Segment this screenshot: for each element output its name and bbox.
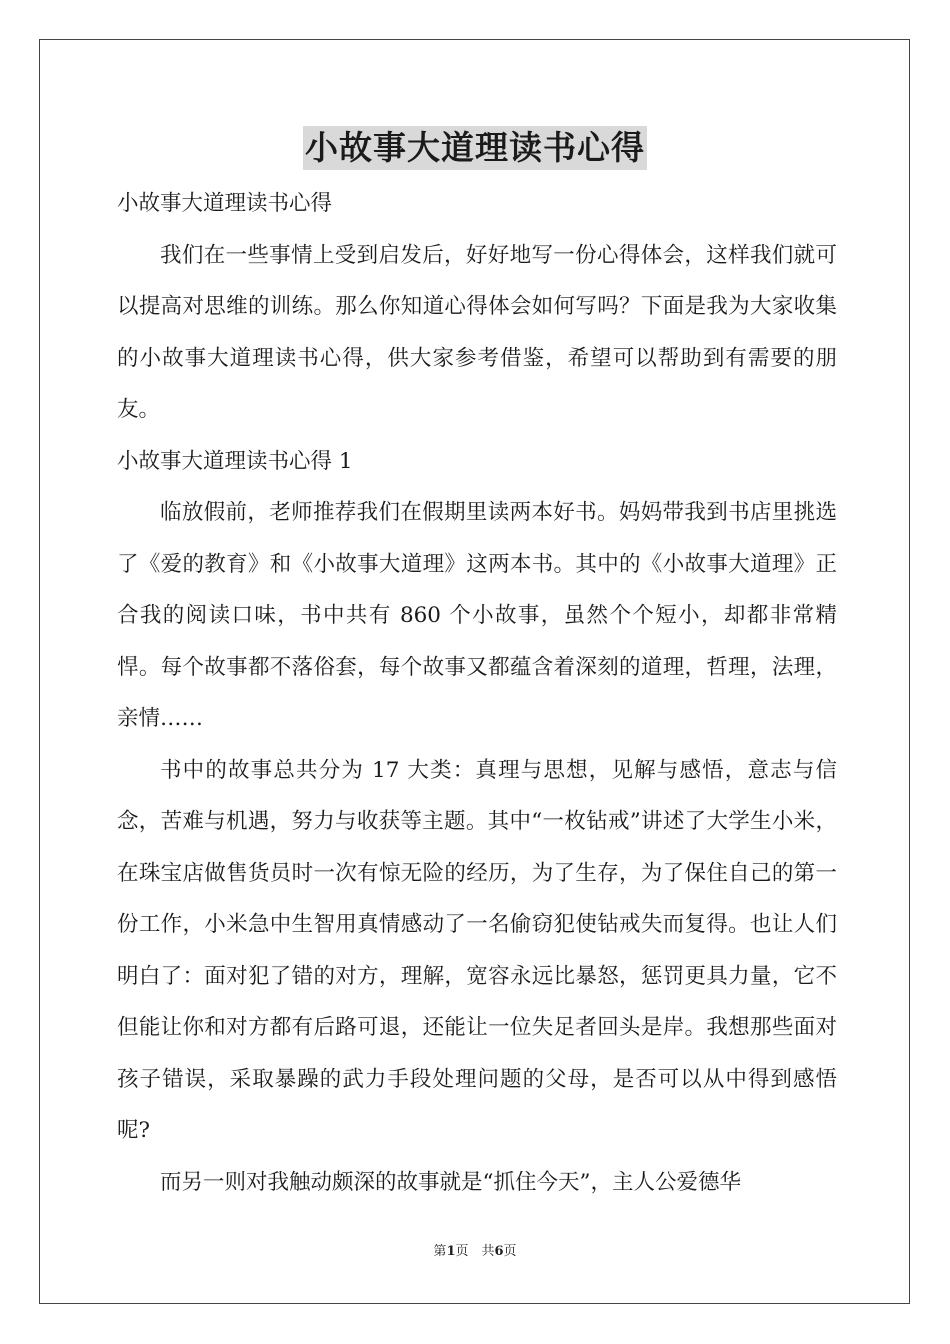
body-paragraph-1: 临放假前，老师推荐我们在假期里读两本好书。妈妈带我到书店里挑选了《爱的教育》和《小故事大道理》这两本书。其中的《小故事大道理》正合我的阅读口味，书中共有 860 个小故事，虽然个个短小，却都非常精悍。每个故事都不落俗套，每个故事又都蕴含着深刻的道理，哲理，法理，亲情…… — [117, 500, 837, 731]
section-heading: 小故事大道理读书心得 1 — [117, 448, 353, 474]
document-body — [117, 178, 837, 1208]
title-container — [0, 126, 950, 170]
intro-paragraph: 我们在一些事情上受到启发后，好好地写一份心得体会，这样我们就可以提高对思维的训练。那么你知道心得体会如何写吗？下面是我为大家收集的小故事大道理读书心得，供大家参考借鉴，希望可以帮助到有需要的朋友。 — [117, 242, 837, 422]
page-mid: 页 共 — [455, 1244, 495, 1259]
page-current: 1 — [446, 1244, 456, 1259]
page-footer — [0, 1240, 950, 1259]
body-paragraph-2: 书中的故事总共分为 17 大类：真理与思想，见解与感悟，意志与信念，苦难与机遇，努力与收获等主题。其中“一枚钻戒”讲述了大学生小米，在珠宝店做售货员时一次有惊无险的经历，为了生存，为了保住自己的第一份工作，小米急中生智用真情感动了一名偷窃犯使钻戒失而复得。也让人们明白了：面对犯了错的对方，理解，宽容永远比暴怒，惩罚更具力量，它不但能让你和对方都有后路可退，还能让一位失足者回头是岸。我想那些面对孩子错误，采取暴躁的武力手段处理问题的父母，是否可以从中得到感悟呢? — [117, 757, 837, 1143]
page-total: 6 — [494, 1244, 504, 1259]
document-subtitle: 小故事大道理读书心得 — [117, 191, 333, 216]
body-paragraph-3: 而另一则对我触动颇深的故事就是“抓住今天”，主人公爱德华 — [160, 1169, 741, 1195]
document-title: 小故事大道理读书心得 — [303, 126, 647, 170]
page-prefix: 第 — [433, 1244, 447, 1259]
page-suffix: 页 — [503, 1244, 517, 1259]
